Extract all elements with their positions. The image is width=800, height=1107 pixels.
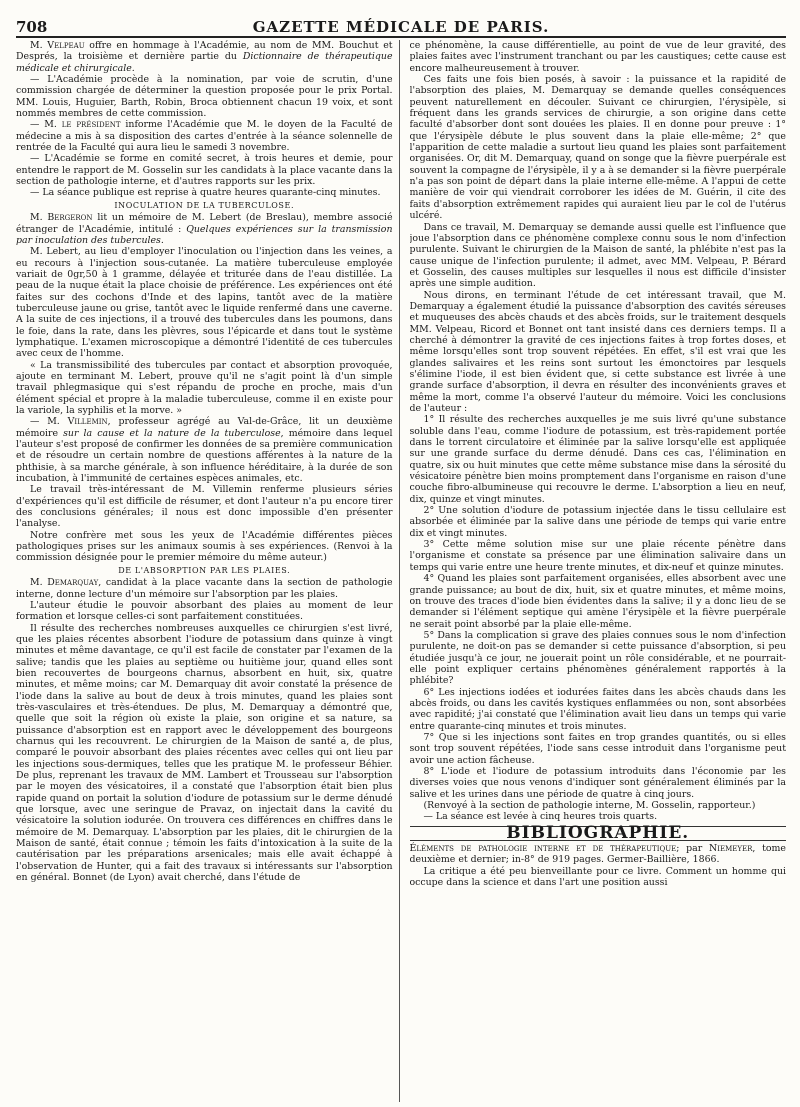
paragraph xyxy=(16,600,393,623)
bibliography-entry xyxy=(410,843,787,866)
text-run: M. xyxy=(30,40,48,51)
text-run: Il résulte des recherches nombreuses auxquelles ce chirurgien s'est livré, que les plaies récentes absorbent l'iodure de potassium dans quinze à vingt minutes et même davantage, ce qu'il est facile de constater par l'examen de la salive; tandis que les plaies au septième ou huitième jour, quand elles sont bien recouvertes de bourgeons charnus, absorbent en huit, six, quatre minutes, et même moins; car M. Demarquay dit avoir constaté la présence de l'iode dans la salive au bout de deux à trois minutes, quand les plaies sont très-vasculaires et très-étendues. De plus, M. Demarquay a démontré que, quelle que soit la région où existe la plaie, son origine et sa nature, sa puissance d'absorption est en rapport avec le développement des bourgeons charnus qui les recouvrent. Le chirurgien de la Maison de santé a, de plus, comparé le pouvoir absorbant des plaies récentes avec celles qui ont lieu par les injections sous-dermiques, telles que les pratique M. le professeur Béhier. De plus, reprenant les travaux de MM. Lambert et Trousseau sur l'absorption par le moyen des vésicatoires, il a constaté que l'absorption était bien plus rapide quand on portait la solution d'iodure de potassium sur le derme dénudé que lorsque, avec une seringue de Pravaz, on injectait dans la cavité du vésicatoire la solution iodurée. On trouvera ces différences en chiffres dans le mémoire de M. Demarquay. L'absorption par les plaies, dit le chirurgien de la Maison de santé, était connue ; témoin les faits d'intoxication à la suite de la cautérisation par les préparations arsenicales; mais elle avait échappé à l'observation de Hunter, qui a fait des travaux si intéressants sur l'absorption en général. Bonnet (de Lyon) avait cherché, dans l'étude de xyxy=(16,622,393,884)
text-run: — La séance est levée à cinq heures trois quarts. xyxy=(423,811,658,823)
section-heading: INOCULATION DE LA TUBERCULOSE. xyxy=(114,200,295,210)
paragraph xyxy=(410,222,787,290)
text-run: — M. xyxy=(30,416,68,428)
text-run: sur la cause et la nature de la tuberculose xyxy=(63,427,281,439)
text-run: , professeur agrégé au Val-de-Grâce, lit un deuxième mémoire xyxy=(16,416,393,439)
text-run: — L'Académie se forme en comité secret, à trois heures et demie, pour entendre le rapport de M. Gosselin sur les candidats à la place vacante dans la section de pathologie interne, et d'autres rapports sur les prix. xyxy=(16,153,393,188)
text-run: , mémoire dans lequel l'auteur s'est proposé de confirmer les données de sa première communication et de résoudre un certain nombre de questions afférentes à la nature de la phthisie, à sa marche générale, à son influence héréditaire, à la durée de son incubation, à l'immunité de certaines espèces animales, etc. xyxy=(16,427,393,485)
newspaper-page xyxy=(16,12,786,1102)
paragraph xyxy=(410,573,787,630)
paragraph xyxy=(410,40,787,74)
text-run: — L'Académie procède à la nomination, par voie de scrutin, d'une commission chargée de déterminer la question proposée pour le prix Portal. MM. Louis, Huguier, Barth, Robin, Broca obtiennent chacun 19 voix, et sont nommés membres de cette commission. xyxy=(16,74,393,120)
paragraph xyxy=(410,74,787,221)
text-run: Dictionnaire de thérapeutique médicale et chirurgicale. xyxy=(16,51,393,74)
text-run: Villemin xyxy=(67,416,108,428)
text-run: 8° L'iode et l'iodure de potassium introduits dans l'économie par les diverses voies que nous venons d'indiquer sont généralement éliminés par la salive et les urines dans une période de quatre à cinq jours. xyxy=(409,766,786,800)
paragraph xyxy=(410,290,787,415)
text-run: lit un mémoire de M. Lebert (de Breslau), membre associé étranger de l'Académie, intitulé : xyxy=(16,212,393,235)
text-run: Velpeau xyxy=(47,40,85,51)
text-run: La critique a été peu bienveillante pour ce livre. Comment un homme qui occupe dans la science et dans l'art une position aussi xyxy=(409,865,786,889)
text-run: « La transmissibilité des tubercules par contact et absorption provoquée, ajoute en terminant M. Lebert, prouve qu'il ne s'agit point là d'un simple travail phlegmasique qui s'est répandu de proche en proche, mais d'un élément spécial et propre à la maladie tuberculeuse, comme il en existe pour la variole, la syphilis et la morve. » xyxy=(16,359,393,416)
text-run: Notre confrère met sous les yeux de l'Académie différentes pièces pathologiques prises sur les animaux soumis à ses expériences. (Renvoi à la commission désignée pour le premier mémoire du même auteur.) xyxy=(16,529,393,564)
text-run: 7° Que si les injections sont faites en trop grandes quantités, ou si elles sont trop souvent répétées, l'iode sans cesse introduit dans l'organisme peut avoir une action fâcheuse. xyxy=(409,731,786,766)
text-run: Éléments de pathologie interne et de thérapeutique xyxy=(409,843,677,855)
section-heading: DE L'ABSORPTION PAR LES PLAIES. xyxy=(118,565,291,575)
paragraph xyxy=(16,187,393,198)
paragraph xyxy=(16,416,393,484)
text-run: L'auteur étudie le pouvoir absorbant des plaies au moment de leur formation et lorsque celles-ci sont parfaitement constituées. xyxy=(16,599,393,623)
bibliography-heading: BIBLIOGRAPHIE. xyxy=(410,826,787,841)
text-run: offre en hommage à l'Académie, au nom de MM. Bouchut et Després, la troisième et dernière partie du xyxy=(16,40,393,63)
text-run: (Renvoyé à la section de pathologie interne, M. Gosselin, rapporteur.) xyxy=(423,800,756,812)
paragraph xyxy=(410,800,787,811)
paragraph xyxy=(410,811,787,822)
text-run: ce phénomène, la cause différentielle, au point de vue de leur gravité, des plaies faites avec l'instrument tranchant ou par les caustiques; cette cause est encore malheureusement à trouver. xyxy=(409,40,786,74)
text-run: 6° Les injections iodées et iodurées faites dans les abcès chauds dans les abcès froids, ou dans les cavités kystiques enflammées ou non, sont absorbées avec rapidité; j'ai constaté que l'élimination avait lieu dans un temps qui varie entre quarante-cinq minutes et trois minutes. xyxy=(409,686,786,732)
paragraph xyxy=(410,630,787,687)
paragraph xyxy=(410,539,787,573)
paragraph xyxy=(410,687,787,732)
text-run: , candidat à la place vacante dans la section de pathologie interne, donne lecture d'un mémoire sur l'absorption par les plaies. xyxy=(16,577,393,600)
text-run: — M. xyxy=(30,119,62,131)
text-run: informe l'Académie que M. le doyen de la Faculté de médecine a mis à sa disposition des cartes d'entrée à la séance solennelle de rentrée de la Faculté qui aura lieu le samedi 3 novembre. xyxy=(16,119,393,154)
paragraph xyxy=(410,766,787,800)
text-run: 4° Quand les plaies sont parfaitement organisées, elles absorbent avec une grande puissance; au bout de dix, huit, six et quatre minutes, et même moins, on trouve des traces d'iode bien évidentes dans la salive; il y a donc lieu de se demander si l'élément septique qui amène l'érysipèle et la fièvre puerpérale ne serait point absorbé par la plaie elle-même. xyxy=(409,573,786,630)
left-column xyxy=(16,40,400,1102)
text-run: ; par xyxy=(676,843,710,855)
text-run: Niemeyer xyxy=(709,843,753,855)
text-run: 1° Il résulte des recherches auxquelles je me suis livré qu'une substance soluble dans l'eau, comme l'iodure de potassium, est très-rapidement portée dans le torrent circulatoire et éliminée par la salive lorsqu'elle est appliquée sur une grande surface du derme dénudé. Dans ces cas, l'élimination en quatre, six ou huit minutes que cette même substance mise dans la sérosité du vésicatoire pénètre bien moins promptement dans l'organisme en raison d'une couche fibro-albumineuse qui recouvre le derme. L'absorption a lieu en neuf, dix, quinze et vingt minutes. xyxy=(409,414,786,505)
text-run: le président xyxy=(61,119,121,131)
paragraph xyxy=(16,246,393,359)
page-number: 708 xyxy=(16,18,48,36)
text-run: Bergeron xyxy=(47,212,93,224)
page-header xyxy=(16,12,786,38)
text-run: M. Lebert, au lieu d'employer l'inoculation ou l'injection dans les veines, a eu recours à l'injection sous-cutanée. La matière tuberculeuse employée variait de 0gr,50 à 1 gramme, délayée et triturée dans de l'eau distillée. La peau de la nuque était la place choisie de préférence. Les expériences ont été faites sur des cochons d'Inde et des lapins, tantôt avec de la matière tuberculeuse jaune ou grise, tantôt avec le liquide renfermé dans une caverne. A la suite de ces injections, il a trouvé des tubercules dans les poumons, dans le foie, dans la rate, dans les plèvres, sous l'épicarde et dans tout le système lymphatique. L'examen microscopique a démontré l'identité de ces tubercules avec ceux de l'homme. xyxy=(16,246,393,360)
paragraph xyxy=(16,74,393,119)
text-run: Demarquay xyxy=(47,577,99,589)
text-run: 2° Une solution d'iodure de potassium injectée dans le tissu cellulaire est absorbée et éliminée par la salive dans une période de temps qui varie entre dix et vingt minutes. xyxy=(409,505,786,539)
paragraph xyxy=(410,866,787,889)
text-run: Le travail très-intéressant de M. Villemin renferme plusieurs séries d'expériences qu'il est difficile de résumer, et dont l'auteur n'a pu encore tirer des conclusions générales; il nous est donc impossible d'en présenter l'analyse. xyxy=(16,484,393,530)
paragraph xyxy=(410,505,787,539)
paragraph xyxy=(16,577,393,600)
text-run: M. xyxy=(30,212,48,224)
text-run: — La séance publique est reprise à quatre heures quarante-cinq minutes. xyxy=(30,187,381,199)
paragraph xyxy=(16,360,393,417)
paragraph xyxy=(16,623,393,884)
right-column xyxy=(410,40,787,1102)
text-columns xyxy=(16,40,786,1102)
paragraph xyxy=(410,732,787,766)
paragraph xyxy=(16,212,393,246)
text-run: Ces faits une fois bien posés, à savoir : la puissance et la rapidité de l'absorption des plaies, M. Demarquay se demande quelles conséquences peuvent naturellement en découler. Suivant ce chirurgien, l'érysipèle, si fréquent dans les grands services de chirurgie, a son origine dans cette faculté d'absorber dont sont douées les plaies. Il en donne pour preuve : 1° que l'érysipèle débute le plus souvent dans la plaie elle-même; 2° que l'apparition de cette maladie a surtout lieu quand les plaies sont parfaitement organisées. Or, dit M. Demarquay, quand on songe que la fièvre puerpérale est souvent la compagne de l'érysipèle, il y a à se demander si la fièvre puerpérale n'a pas son point de départ dans la plaie interne elle-même. A l'appui de cette manière de voir qui viendrait corroborer les idées de M. Guérin, il cite des faits d'absorption extrêmement rapides qui auraient lieu par le col de l'utérus ulcéré. xyxy=(409,74,786,222)
paragraph xyxy=(16,153,393,187)
text-run: Nous dirons, en terminant l'étude de cet intéressant travail, que M. Demarquay a également étudié la puissance d'absorption des cavités séreuses et muqueuses des abcès chauds et des abcès froids, sur le traitement desquels MM. Velpeau, Ricord et Bonnet ont tant insisté dans ces derniers temps. Il a cherché à démontrer la gravité de ces injections faites à trop fortes doses, et même lorsqu'elles sont trop souvent répétées. En effet, s'il est vrai que les glandes salivaires et les reins sont surtout les émonctoires par lesquels s'élimine l'iode, il est bien évident que, si cette substance est livrée à une grande surface d'absorption, il devra en résulter des inconvénients graves et même la mort, comme l'a observé l'auteur du mémoire. Voici les conclusions de l'auteur : xyxy=(409,289,786,414)
paragraph xyxy=(410,414,787,505)
text-run: 5° Dans la complication si grave des plaies connues sous le nom d'infection purulente, ne doit-on pas se demander si cette puissance d'absorption, si peu étudiée jusqu'à ce jour, ne jouerait point un rôle considérable, et ne pourrait-elle point expliquer certains phénomènes généralement rapportés à la phlébite? xyxy=(409,629,786,687)
paragraph xyxy=(16,119,393,153)
text-run: Dans ce travail, M. Demarquay se demande aussi quelle est l'influence que joue l'absorption dans ce phénomène complexe connu sous le nom d'infection purulente. Suivant le chirurgien de la Maison de santé, la phlébite n'est pas la cause unique de l'infection purulente; il admet, avec MM. Velpeau, P. Bérard et Gosselin, des causes multiples sur lesquelles il nous est difficile d'insister après une simple audition. xyxy=(409,221,786,290)
text-run: Quelques expériences sur la transmission par inoculation des tubercules. xyxy=(16,223,393,246)
text-run: 3° Cette même solution mise sur une plaie récente pénètre dans l'organisme et constate sa présence par une élimination salivaire dans un temps qui varie entre une heure trente minutes, et dix-neuf et quinze minutes. xyxy=(409,539,786,573)
text-run: , tome deuxième et dernier; in-8° de 919 pages. Germer-Baillière, 1866. xyxy=(409,843,786,866)
paragraph xyxy=(16,40,393,74)
paragraph xyxy=(16,530,393,564)
running-title: GAZETTE MÉDICALE DE PARIS. xyxy=(252,18,550,36)
paragraph xyxy=(16,484,393,529)
text-run: M. xyxy=(30,577,48,589)
